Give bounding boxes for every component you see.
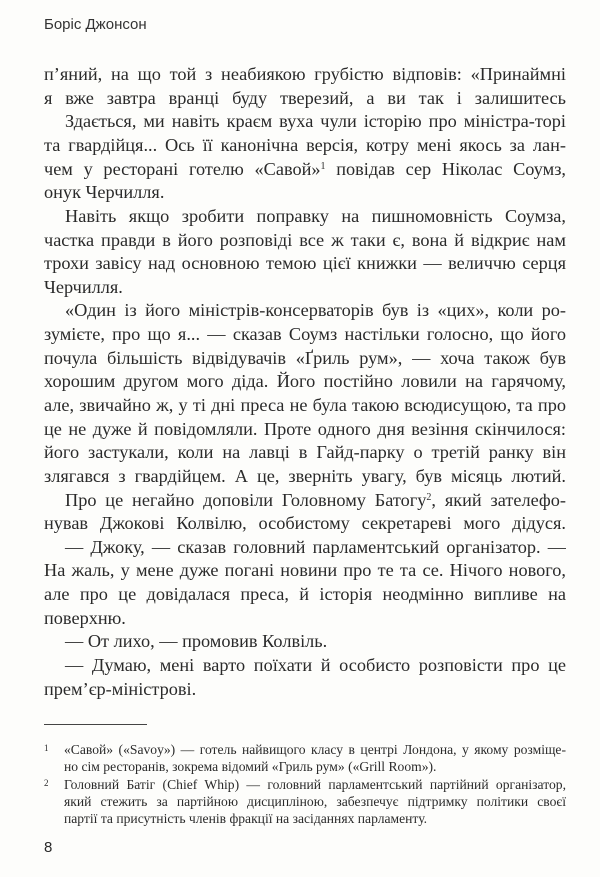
text-line: — От лихо, — промовив Колвіль. — [65, 631, 328, 652]
body-text — [44, 63, 566, 701]
text-line: поверхню. — [44, 607, 126, 628]
text-line: я вже завтра вранці буду тверезий, а ви так і залишитесь — [44, 87, 566, 108]
footnote-line: но сім ресторанів, зокрема відомий «Гриль рум» («Grill Room»). — [64, 759, 437, 775]
page-number: 8 — [44, 839, 53, 856]
footnote-line: Головний Батіг (Chief Whip) — головний парламентський партійний організатор, — [64, 776, 566, 792]
footnote-ref: 1 — [320, 160, 326, 172]
footnotes — [44, 741, 566, 827]
text-line — [44, 489, 566, 513]
paragraph — [44, 299, 566, 488]
paragraph — [44, 205, 566, 300]
footnote-line: «Савой» («Savoy») — готель найвищого класу в центрі Лондона, у якому розміще- — [64, 742, 566, 757]
paragraph — [44, 630, 566, 654]
text-line — [44, 158, 566, 182]
text-line: Черчилля. — [44, 276, 123, 297]
text-segment: , який зателефо- — [431, 489, 566, 510]
footnote-number: 2 — [44, 777, 49, 788]
footnote — [44, 741, 566, 776]
text-line: прем’єр-міністрові. — [44, 678, 197, 699]
footnote-divider — [44, 724, 147, 725]
text-line: онук Черчилля. — [44, 182, 165, 203]
text-segment: чем у ресторані готелю «Савой» — [44, 158, 321, 179]
footnote — [44, 776, 566, 828]
text-line: частка правди в його розповіді все ж таки є, вона й відкриє нам — [44, 229, 566, 250]
text-segment: Про це негайно доповіли Головному Батогу — [65, 489, 427, 510]
text-line: зумієте, про що я... — сказав Соумз настільки голосно, що його — [44, 324, 566, 345]
text-line: Навіть якщо зробити поправку на пишномовність Соумза, — [65, 205, 566, 226]
text-line: почула більшість відвідувачів «Ґриль рум», — хоча також був — [44, 347, 566, 368]
paragraph — [44, 536, 566, 631]
footnote-ref: 2 — [426, 491, 432, 503]
text-line: хорошим другом мого діда. Його постійно ловили на гарячому, — [44, 371, 566, 392]
text-line: «Один із його міністрів-консерваторів був із «цих», коли ро- — [65, 300, 566, 321]
text-line: його застукали, коли на лавці в Гайд-парку о третій ранку він — [44, 442, 566, 463]
text-line: це не дуже й повідомляли. Проте одного дня везіння скінчилося: — [44, 418, 566, 439]
text-line: але, звичайно ж, у ті дні преса не була такою всюдисущою, та про — [44, 395, 566, 415]
text-line: На жаль, у мене дуже погані новини про те та се. Нічого нового, — [44, 560, 566, 581]
paragraph — [44, 110, 566, 205]
text-line: трохи завісу над основною темою цієї книжки — величчю серця — [44, 253, 566, 274]
paragraph — [44, 63, 566, 110]
text-line: — Джоку, — сказав головний парламентський організатор. — — [65, 536, 566, 557]
text-segment: повідав сер Ніколас Соумз, — [325, 158, 566, 179]
footnote-line: партії та присутність членів фракції на засіданнях парламенту. — [64, 811, 428, 827]
paragraph — [44, 489, 566, 536]
text-line: злягався з гвардійцем. А це, зверніть увагу, був місяць лютий. — [44, 465, 566, 486]
text-line: нував Джокові Колвілю, особистому секретареві мого дідуся. — [44, 513, 566, 534]
running-header: Боріс Джонсон — [44, 16, 147, 33]
paragraph — [44, 654, 566, 701]
text-line: Здається, ми навіть краєм вуха чули історію про міністра-торі — [65, 111, 566, 132]
text-line: — Думаю, мені варто поїхати й особисто розповісти про це — [65, 655, 566, 676]
text-line: але про це довідалася преса, й історія неодмінно випливе на — [44, 584, 566, 605]
footnote-line: який стежить за партійною дисципліною, забезпечує підтримку політики своєї — [64, 793, 566, 809]
text-line: та гвардійця... Ось її канонічна версія, котру мені якось за лан- — [44, 134, 566, 155]
footnote-number: 1 — [44, 743, 49, 753]
text-line: п’яний, на що той з неабиякою грубістю відповів: «Принаймні — [44, 64, 566, 84]
